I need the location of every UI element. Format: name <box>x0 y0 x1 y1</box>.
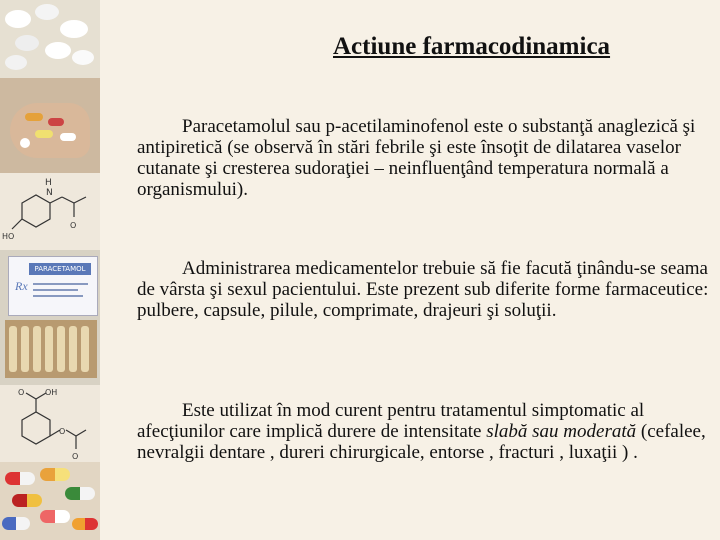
paragraph-usage <box>137 400 712 463</box>
box-label: PARACETAMOL <box>29 263 91 275</box>
paragraph-text: (cefalee, nevralgii dentare , dureri chirurgicale, entorse , fracturi , luxaţii ) . <box>137 421 706 463</box>
paragraph-emphasis: slabă sau moderată <box>486 421 637 442</box>
hand-pills-photo <box>0 78 100 173</box>
paragraph-text: Este utilizat în mod curent pentru tratamentul simptomatic al afecţiunilor care implică durere de intensitate <box>137 400 645 442</box>
capsules-photo <box>0 462 100 540</box>
medicine-box-photo <box>0 250 100 385</box>
chem-label: N <box>46 188 53 198</box>
paragraph-text: Administrarea medicamentelor trebuie să fie facută ţinându-se seama de vârsta şi sexul pacientului. Este prezent sub diferite forme farmaceutice: pulbere, capsule, pilule, comprimate, drajeuri şi soluţii. <box>137 258 709 321</box>
chem-label: OH <box>45 388 58 397</box>
slide-title: Actiune farmacodinamica <box>333 33 611 60</box>
chem-label: O <box>72 452 79 461</box>
chemical-structure-aspirin <box>0 385 100 462</box>
decorative-image-strip <box>0 0 100 540</box>
pills-photo <box>0 0 100 78</box>
chem-label: O <box>59 427 66 436</box>
chemical-structure-paracetamol <box>0 173 100 250</box>
box-rx: Rx <box>15 279 28 293</box>
chem-label: O <box>18 388 25 397</box>
paragraph-text: Paracetamolul sau p-acetilaminofenol este o substanţă anaglezică şi antipiretică (se observă în stări febrile şi este însoţit de dilatarea vaselor cutanate şi cresterea sudoraţiei – neinfluenţând temperatura normală a organismului). <box>137 116 696 200</box>
chem-label: H <box>45 178 52 188</box>
paragraph-administration <box>137 258 712 321</box>
chem-label: HO <box>2 232 15 241</box>
paragraph-pharmacodynamic-action <box>137 116 712 200</box>
chem-label: O <box>70 221 77 230</box>
